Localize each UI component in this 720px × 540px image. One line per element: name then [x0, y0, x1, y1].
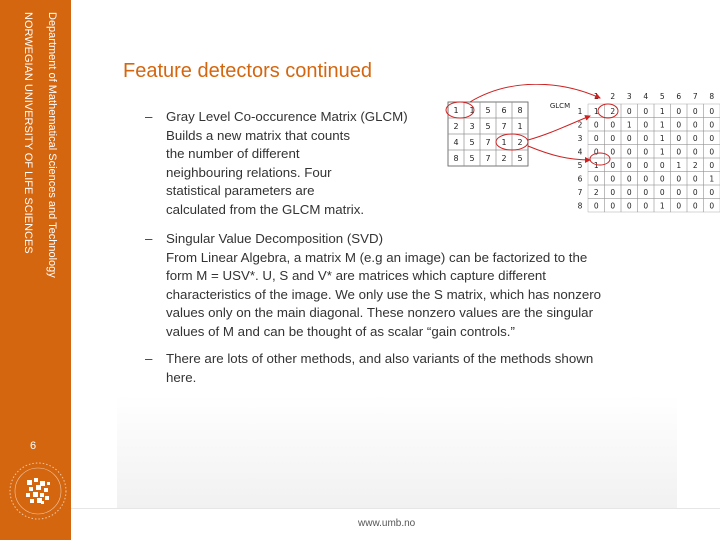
arrow-connector — [470, 84, 600, 102]
glcm-matrix-value: 0 — [643, 107, 649, 116]
glcm-row-header: 4 — [577, 147, 583, 157]
glcm-col-header: 6 — [676, 92, 682, 101]
image-matrix-value: 5 — [517, 154, 523, 163]
glcm-matrix-value: 0 — [692, 134, 698, 143]
slide-shade — [117, 395, 677, 508]
image-matrix-value: 5 — [485, 122, 491, 131]
glcm-matrix-value: 0 — [709, 201, 715, 211]
glcm-matrix-value: 0 — [709, 107, 715, 116]
glcm-row-header: 2 — [577, 120, 583, 130]
glcm-figure — [440, 84, 720, 230]
bullet-marker: – — [145, 109, 153, 124]
image-matrix-value: 2 — [501, 154, 507, 163]
glcm-matrix-value: 1 — [659, 201, 665, 211]
glcm-matrix-value: 0 — [709, 161, 715, 170]
glcm-matrix-value: 0 — [610, 134, 616, 143]
image-matrix-value: 6 — [501, 106, 507, 115]
glcm-col-header: 8 — [709, 92, 715, 101]
bullet-marker: – — [145, 231, 153, 246]
glcm-matrix-value: 1 — [676, 161, 682, 170]
glcm-matrix-value: 0 — [643, 134, 649, 143]
glcm-matrix-value: 0 — [610, 147, 616, 157]
footer-url: www.umb.no — [358, 518, 416, 529]
bullet-line: From Linear Algebra, a matrix M (e.g an image) can be factorized to the — [166, 249, 588, 265]
glcm-matrix-value: 0 — [626, 107, 632, 116]
glcm-matrix-value: 0 — [610, 188, 616, 197]
university-label: NORWEGIAN UNIVERSITY OF LIFE SCIENCES — [22, 12, 34, 254]
bullet-line: values of M and can be thought of as scalar “gain controls.” — [166, 323, 515, 339]
glcm-matrix-value: 0 — [676, 188, 682, 197]
glcm-matrix-value: 1 — [659, 134, 665, 143]
bullet-text — [145, 230, 675, 341]
university-logo-icon — [7, 460, 69, 522]
glcm-label: GLCM — [549, 102, 571, 110]
glcm-col-header: 4 — [643, 92, 649, 101]
glcm-row-header: 3 — [577, 134, 583, 143]
image-matrix-value: 2 — [517, 138, 523, 147]
glcm-matrix-value: 0 — [692, 188, 698, 197]
glcm-matrix-value: 1 — [709, 174, 715, 184]
bullet-line: values only on the main diagonal. These nonzero values are the singular — [166, 305, 594, 320]
image-matrix-value: 1 — [453, 106, 459, 115]
glcm-matrix-value: 0 — [593, 147, 599, 157]
glcm-matrix-value: 0 — [709, 134, 715, 143]
bullet-other-methods — [145, 350, 675, 387]
glcm-matrix-value: 0 — [676, 134, 682, 143]
glcm-matrix-value: 0 — [659, 161, 665, 170]
glcm-matrix-value: 1 — [593, 107, 599, 116]
glcm-matrix-value: 0 — [643, 188, 649, 197]
glcm-col-header: 1 — [593, 92, 599, 101]
image-matrix-value: 2 — [453, 122, 459, 131]
glcm-matrix-value: 0 — [643, 120, 649, 130]
bullet-line: the number of different — [166, 146, 300, 161]
glcm-matrix-value: 0 — [709, 120, 715, 130]
image-matrix-value: 5 — [485, 106, 491, 115]
glcm-col-header: 5 — [659, 92, 665, 101]
image-matrix-value: 3 — [469, 122, 475, 131]
bullet-svd — [145, 230, 675, 341]
glcm-matrix-value: 0 — [659, 174, 665, 184]
sidebar — [0, 0, 71, 540]
glcm-matrix-value: 0 — [676, 174, 682, 184]
glcm-matrix-value: 0 — [676, 201, 682, 211]
image-matrix-value: 7 — [501, 122, 507, 131]
bullet-glcm — [145, 108, 435, 219]
glcm-row-header: 1 — [577, 107, 583, 116]
glcm-matrix-value: 0 — [659, 188, 665, 197]
glcm-matrix-value: 0 — [643, 174, 649, 184]
page-number: 6 — [30, 440, 37, 452]
glcm-matrix-value: 2 — [610, 107, 616, 116]
glcm-matrix-value: 0 — [626, 134, 632, 143]
glcm-matrix-value: 1 — [626, 120, 632, 130]
image-matrix-value: 8 — [453, 154, 459, 163]
glcm-matrix-value: 1 — [659, 147, 665, 157]
image-matrix-value: 1 — [469, 106, 475, 115]
image-matrix-value: 4 — [453, 138, 459, 147]
glcm-matrix-value: 0 — [643, 201, 649, 211]
glcm-matrix-value: 0 — [692, 107, 698, 116]
bullet-text — [145, 350, 675, 387]
highlight-count-ellipse — [590, 153, 610, 165]
bullet-marker: – — [145, 351, 153, 366]
glcm-matrix-value: 1 — [659, 120, 665, 130]
glcm-col-header: 2 — [610, 92, 616, 101]
bullet-line: here. — [166, 369, 197, 385]
glcm-matrix-value: 0 — [709, 188, 715, 197]
bullet-line: characteristics of the image. We only use the S matrix, which has nonzero — [166, 286, 602, 302]
bullet-line: Builds a new matrix that counts — [166, 127, 351, 143]
glcm-matrix-value: 0 — [626, 174, 632, 184]
glcm-matrix-value: 0 — [593, 120, 599, 130]
glcm-matrix-value: 0 — [610, 161, 616, 170]
glcm-matrix-value: 0 — [626, 201, 632, 211]
glcm-matrix-value: 0 — [709, 147, 715, 157]
glcm-matrix-value: 0 — [610, 120, 616, 130]
image-matrix-value: 7 — [485, 138, 491, 147]
department-label: Department of Mathematical Sciences and Technology — [46, 12, 58, 278]
glcm-row-header: 6 — [577, 174, 583, 184]
glcm-matrix-value: 0 — [643, 147, 649, 157]
glcm-matrix-value: 0 — [676, 120, 682, 130]
glcm-matrix-value: 0 — [610, 201, 616, 211]
footer-divider — [71, 508, 720, 509]
image-matrix-value: 1 — [517, 122, 523, 131]
glcm-matrix-value: 1 — [659, 107, 665, 116]
glcm-col-header: 7 — [692, 92, 698, 101]
bullet-text — [145, 108, 435, 219]
bullet-line: statistical parameters are — [166, 183, 315, 198]
bullet-line: Singular Value Decomposition (SVD) — [166, 231, 384, 246]
glcm-matrix-value: 1 — [593, 161, 599, 170]
glcm-matrix-value: 0 — [593, 201, 599, 211]
bullet-line: There are lots of other methods, and also variants of the methods shown — [166, 351, 594, 366]
glcm-matrix-value: 0 — [626, 161, 632, 170]
glcm-matrix-value: 0 — [676, 147, 682, 157]
glcm-matrix-value: 0 — [610, 174, 616, 184]
glcm-row-header: 5 — [577, 161, 583, 170]
glcm-row-header: 7 — [577, 188, 583, 197]
bullet-line: calculated from the GLCM matrix. — [166, 201, 365, 217]
glcm-matrix-value: 0 — [643, 161, 649, 170]
bullet-line: Gray Level Co-occurence Matrix (GLCM) — [166, 109, 408, 124]
glcm-matrix-value: 0 — [692, 174, 698, 184]
glcm-matrix-value: 0 — [692, 120, 698, 130]
glcm-col-header: 3 — [626, 92, 632, 101]
glcm-matrix-value: 0 — [593, 174, 599, 184]
bullet-line: form M = USV*. U, S and V* are matrices which capture different — [166, 268, 546, 283]
glcm-matrix-value: 0 — [692, 201, 698, 211]
image-matrix-value: 5 — [469, 154, 475, 163]
glcm-matrix-value: 0 — [676, 107, 682, 116]
glcm-matrix-value: 0 — [626, 188, 632, 197]
image-matrix-value: 8 — [517, 106, 523, 115]
image-matrix-value: 5 — [469, 138, 475, 147]
glcm-matrix-value: 0 — [593, 134, 599, 143]
image-matrix-value: 7 — [485, 154, 491, 163]
glcm-row-header: 8 — [577, 201, 583, 211]
glcm-matrix-value: 0 — [692, 147, 698, 157]
bullet-line: neighbouring relations. Four — [166, 164, 332, 180]
slide-title: Feature detectors continued — [123, 60, 373, 82]
glcm-matrix-value: 0 — [626, 147, 632, 157]
glcm-matrix-value: 2 — [692, 161, 698, 170]
image-matrix-value: 1 — [501, 138, 507, 147]
glcm-matrix-value: 2 — [593, 188, 599, 197]
